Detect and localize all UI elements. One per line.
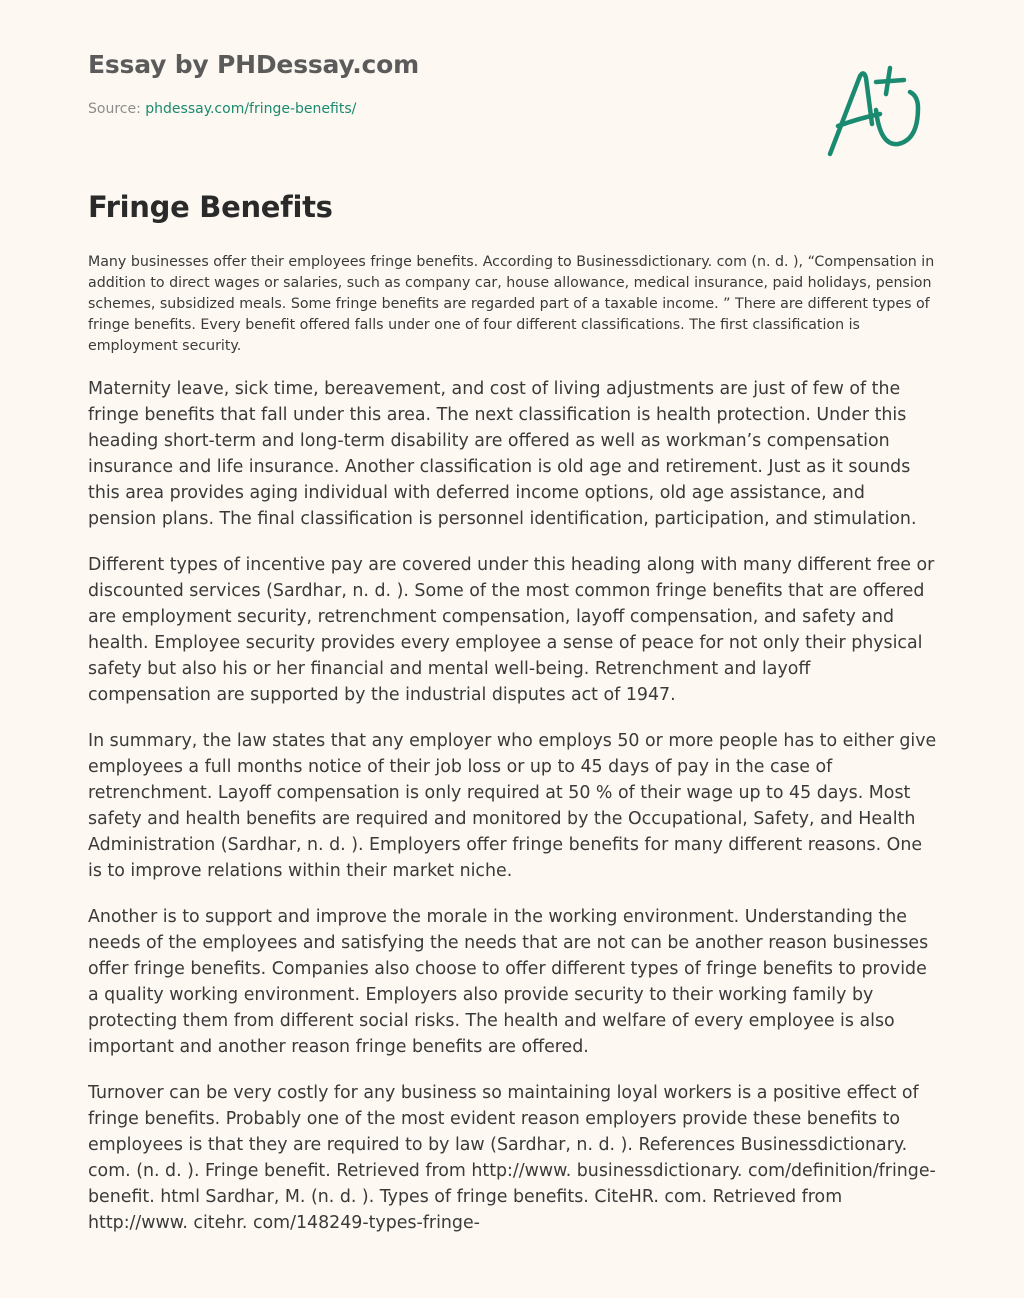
source-label: Source: — [88, 101, 141, 117]
essay-intro: Many businesses offer their employees fringe benefits. According to Businessdictionary. com (n. d. ), “Compensation in addition to direct wages or salaries, such as company car, house allowance, medical insurance, paid holidays, pension schemes, subsidized meals. Some fringe benefits are regarded part of a taxable income. ” There are different types of fringe benefits. Every benefit offered falls under one of four different classifications. The first classification is employment security. — [88, 254, 935, 354]
a-plus-logo-svg — [820, 62, 930, 162]
source-line — [88, 101, 356, 117]
essay-title: Fringe Benefits — [88, 190, 333, 224]
essay-paragraph: Different types of incentive pay are covered under this heading along with many different free or discounted services (Sardhar, n. d. ). Some of the most common fringe benefits that are offered are employment security, retrenchment compensation, layoff compensation, and safety and health. Employee security provides every employee a sense of peace for not only their physical safety but also his or her financial and mental well-being. Retrenchment and layoff compensation are supported by the industrial disputes act of 1947. — [88, 555, 935, 705]
source-link[interactable]: phdessay.com/fringe-benefits/ — [145, 101, 357, 117]
a-plus-logo-icon — [820, 62, 930, 162]
essay-paragraph: Another is to support and improve the morale in the working environment. Understanding the needs of the employees and satisfying the needs that are not can be another reason businesses offer fringe benefits. Companies also choose to offer different types of fringe benefits to provide a quality working environment. Employers also provide security to their working family by protecting them from different social risks. The health and welfare of every employee is also important and another reason fringe benefits are offered. — [88, 907, 929, 1057]
essay-paragraph: In summary, the law states that any employer who employs 50 or more people has to either give employees a full months notice of their job loss or up to 45 days of pay in the case of retrenchment. Layoff compensation is only required at 50 % of their wage up to 45 days. Most safety and health benefits are required and monitored by the Occupational, Safety, and Health Administration (Sardhar, n. d. ). Employers offer fringe benefits for many different reasons. One is to improve relations within their market niche. — [88, 731, 937, 881]
site-title: Essay by PHDessay.com — [88, 50, 419, 79]
essay-paragraph: Maternity leave, sick time, bereavement, and cost of living adjustments are just of few of the fringe benefits that fall under this area. The next classification is health protection. Under this heading short-term and long-term disability are offered as well as workman’s compensation insurance and life insurance. Another classification is old age and retirement. Just as it sounds this area provides aging individual with deferred income options, old age assistance, and pension plans. The final classification is personnel identification, participation, and stimulation. — [88, 379, 917, 529]
essay-paragraph: Turnover can be very costly for any business so maintaining loyal workers is a positive effect of fringe benefits. Probably one of the most evident reason employers provide these benefits to employees is that they are required to by law (Sardhar, n. d. ). References Businessdictionary. com. (n. d. ). Fringe benefit. Retrieved from http://www. businessdictionary. com/definition/fringe-benefit. html Sardhar, M. (n. d. ). Types of fringe benefits. CiteHR. com. Retrieved from http://www. citehr. com/148249-types-fringe- — [88, 1083, 936, 1233]
essay-body — [88, 376, 938, 1250]
